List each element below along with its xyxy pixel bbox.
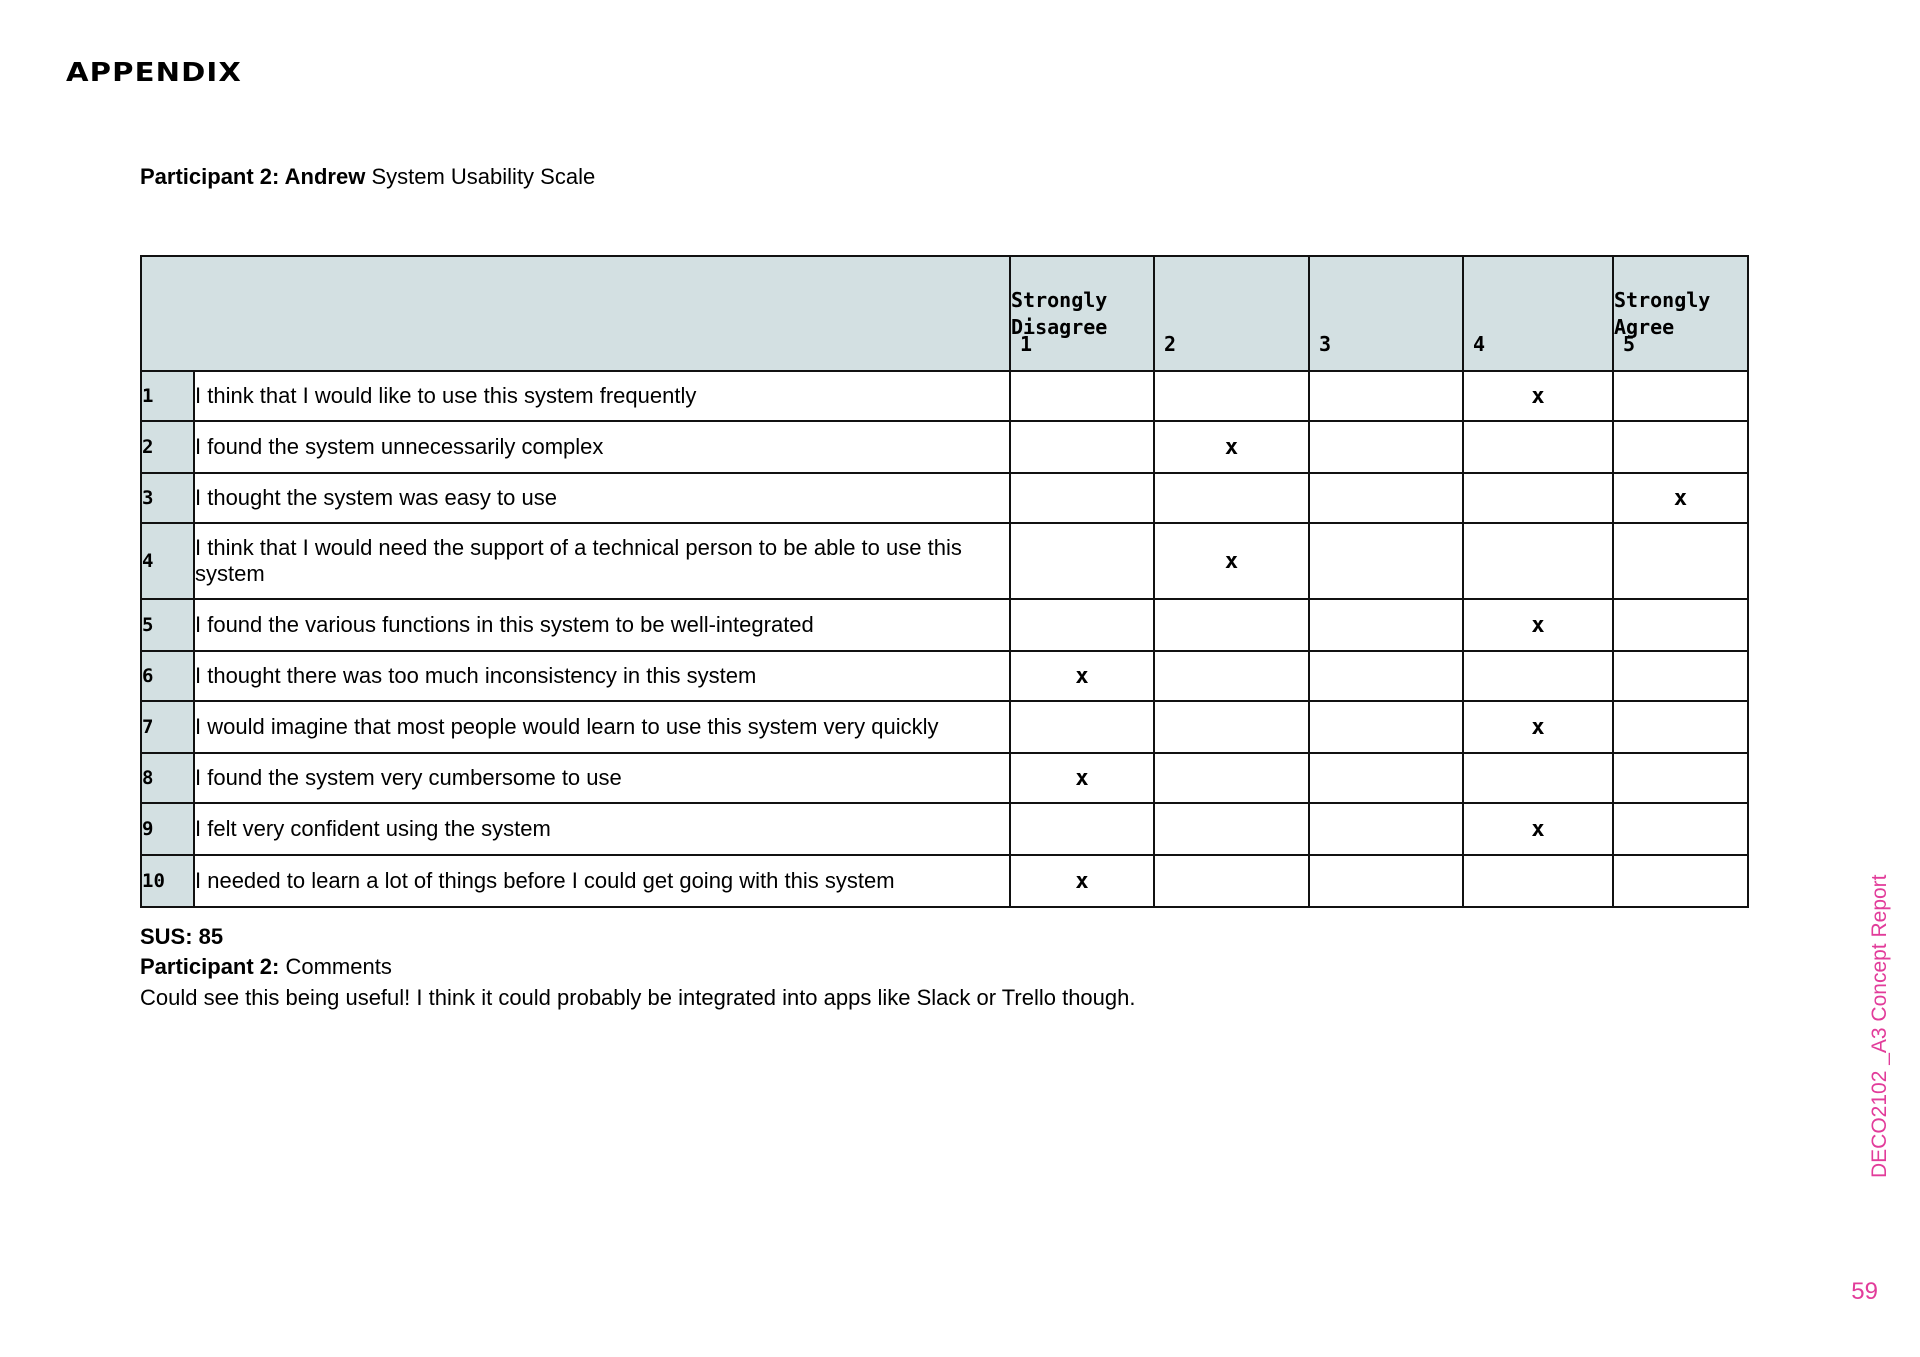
rating-cell-3 [1309, 803, 1463, 855]
scale-header-5 [1613, 256, 1748, 371]
table-row [141, 753, 1748, 803]
statement-text: I found the various functions in this system to be well-integrated [194, 599, 1010, 651]
rating-cell-5 [1613, 421, 1748, 473]
rating-cell-4 [1463, 753, 1613, 803]
rating-cell-4 [1463, 523, 1613, 599]
rating-cell-2 [1154, 371, 1309, 421]
row-number: 2 [141, 421, 194, 473]
rating-cell-3 [1309, 753, 1463, 803]
statement-text: I would imagine that most people would learn to use this system very quickly [194, 701, 1010, 753]
statement-text: I think that I would like to use this system frequently [194, 371, 1010, 421]
table-row [141, 701, 1748, 753]
rating-cell-1 [1010, 701, 1154, 753]
table-row [141, 473, 1748, 523]
rating-cell-1 [1010, 473, 1154, 523]
rating-cell-5 [1613, 371, 1748, 421]
rating-cell-2: x [1154, 523, 1309, 599]
row-number: 7 [141, 701, 194, 753]
scale-number: 3 [1319, 332, 1332, 356]
rating-cell-1 [1010, 803, 1154, 855]
rating-cell-1: x [1010, 651, 1154, 701]
scale-header-4 [1463, 256, 1613, 371]
statement-text: I thought there was too much inconsistency in this system [194, 651, 1010, 701]
rating-cell-4: x [1463, 701, 1613, 753]
rating-cell-2 [1154, 651, 1309, 701]
statement-text: I found the system unnecessarily complex [194, 421, 1010, 473]
scale-header-3 [1309, 256, 1463, 371]
section-title: APPENDIX [66, 58, 242, 88]
rating-cell-2: x [1154, 421, 1309, 473]
scale-number: 1 [1020, 332, 1033, 356]
scale-header-2 [1154, 256, 1309, 371]
rating-cell-3 [1309, 599, 1463, 651]
rating-cell-5: x [1613, 473, 1748, 523]
comments-heading [140, 954, 392, 980]
rating-cell-4 [1463, 421, 1613, 473]
rating-cell-4 [1463, 651, 1613, 701]
rating-cell-4: x [1463, 803, 1613, 855]
scale-number: 2 [1164, 332, 1177, 356]
row-number: 3 [141, 473, 194, 523]
row-number: 6 [141, 651, 194, 701]
table-row [141, 523, 1748, 599]
scale-label: Strongly Agree [1614, 287, 1711, 339]
comments-participant: Participant 2: [140, 954, 280, 979]
scale-number: 4 [1473, 332, 1486, 356]
scale-label: Strongly Disagree [1011, 287, 1108, 339]
page-heading [140, 164, 595, 190]
rating-cell-1: x [1010, 855, 1154, 907]
page-number: 59 [1851, 1278, 1878, 1305]
scale-header-1 [1010, 256, 1154, 371]
rating-cell-2 [1154, 753, 1309, 803]
table-header-row [141, 256, 1748, 371]
statement-text: I needed to learn a lot of things before I could get going with this system [194, 855, 1010, 907]
table-body [141, 371, 1748, 907]
comment-text: Could see this being useful! I think it could probably be integrated into apps like Slack or Trello though. [140, 985, 1136, 1010]
rating-cell-3 [1309, 371, 1463, 421]
rating-cell-3 [1309, 701, 1463, 753]
row-number: 1 [141, 371, 194, 421]
rating-cell-5 [1613, 599, 1748, 651]
heading-participant: Participant 2: Andrew [140, 164, 366, 189]
rating-cell-2 [1154, 701, 1309, 753]
row-number: 8 [141, 753, 194, 803]
sus-score: SUS: 85 [140, 924, 224, 949]
row-number: 4 [141, 523, 194, 599]
rating-cell-4: x [1463, 371, 1613, 421]
footer-report-title: DECO2102 _A3 Concept Report [1868, 874, 1891, 1178]
row-number: 5 [141, 599, 194, 651]
rating-cell-2 [1154, 855, 1309, 907]
table-row [141, 803, 1748, 855]
rating-cell-4: x [1463, 599, 1613, 651]
scale-number: 5 [1623, 332, 1636, 356]
row-number: 9 [141, 803, 194, 855]
rating-cell-2 [1154, 473, 1309, 523]
table-row [141, 599, 1748, 651]
statement-text: I thought the system was easy to use [194, 473, 1010, 523]
rating-cell-5 [1613, 855, 1748, 907]
rating-cell-1 [1010, 371, 1154, 421]
rating-cell-1 [1010, 421, 1154, 473]
rating-cell-1 [1010, 599, 1154, 651]
table-row [141, 651, 1748, 701]
row-number: 10 [141, 855, 194, 907]
heading-subtitle: System Usability Scale [365, 164, 596, 189]
rating-cell-2 [1154, 599, 1309, 651]
rating-cell-5 [1613, 523, 1748, 599]
header-blank-cell [141, 256, 1010, 371]
table-row [141, 421, 1748, 473]
rating-cell-2 [1154, 803, 1309, 855]
statement-text: I felt very confident using the system [194, 803, 1010, 855]
rating-cell-5 [1613, 803, 1748, 855]
rating-cell-3 [1309, 855, 1463, 907]
statement-text: I think that I would need the support of a technical person to be able to use this system [194, 523, 1010, 599]
table-row [141, 855, 1748, 907]
rating-cell-3 [1309, 473, 1463, 523]
rating-cell-5 [1613, 651, 1748, 701]
rating-cell-3 [1309, 523, 1463, 599]
rating-cell-5 [1613, 753, 1748, 803]
rating-cell-4 [1463, 473, 1613, 523]
rating-cell-1: x [1010, 753, 1154, 803]
rating-cell-3 [1309, 651, 1463, 701]
sus-table [140, 255, 1749, 908]
rating-cell-4 [1463, 855, 1613, 907]
rating-cell-5 [1613, 701, 1748, 753]
rating-cell-1 [1010, 523, 1154, 599]
rating-cell-3 [1309, 421, 1463, 473]
table-row [141, 371, 1748, 421]
comments-label: Comments [279, 954, 392, 979]
statement-text: I found the system very cumbersome to use [194, 753, 1010, 803]
